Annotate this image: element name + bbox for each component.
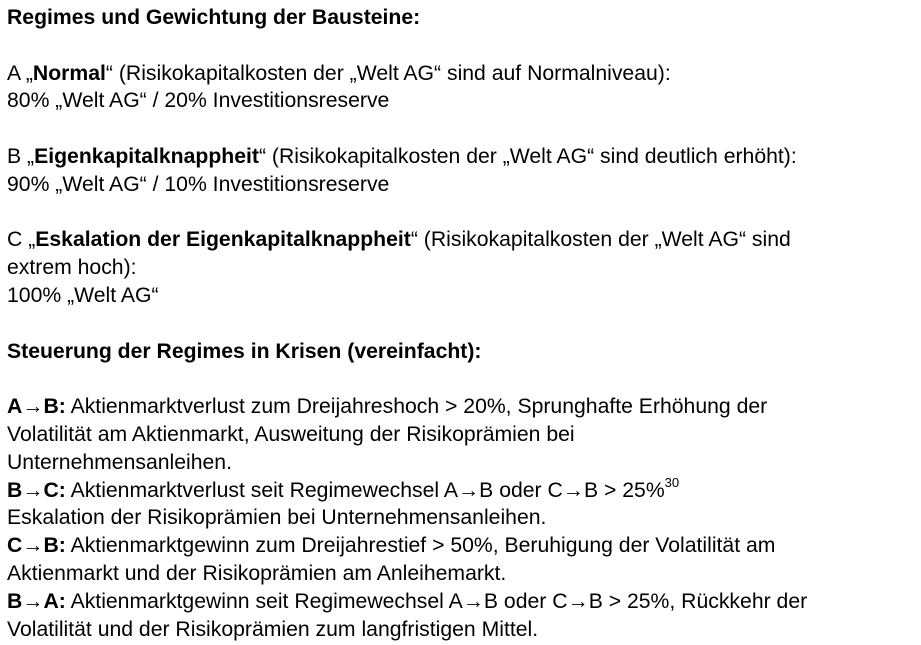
transition-c-b-text-1: Aktienmarktgewinn zum Dreijahrestief > 50%, Beruhigung der Volatilität am	[65, 534, 776, 558]
spacer	[7, 310, 919, 338]
transition-a-b-line-1	[7, 393, 919, 421]
regime-c-weights: 100% „Welt AG“	[7, 283, 159, 307]
transition-b-c-line-1	[7, 477, 919, 505]
transition-a-b-line-2: Volatilität am Aktienmarkt, Ausweitung der Risikoprämien bei	[7, 422, 575, 446]
regime-a-desc: “ (Risikokapitalkosten der „Welt AG“ sind auf Normalniveau):	[105, 61, 671, 85]
heading-steuerung: Steuerung der Regimes in Krisen (vereinfacht):	[7, 339, 482, 363]
regime-c-title	[7, 226, 919, 254]
transition-b-c-label: B→C:	[7, 478, 66, 502]
spacer	[7, 32, 919, 60]
heading-regimes: Regimes und Gewichtung der Bausteine:	[7, 6, 421, 29]
regime-b-title	[7, 143, 919, 171]
transition-a-b-text-1: Aktienmarktverlust zum Dreijahreshoch > 20%, Sprunghafte Erhöhung der	[65, 395, 768, 419]
regime-c-name: Eskalation der Eigenkapitalknappheit	[35, 228, 411, 252]
regime-a-prefix: A „	[7, 61, 33, 85]
transition-b-a-text-1: Aktienmarktgewinn seit Regimewechsel A→B oder C→B > 25%, Rückkehr der	[65, 589, 808, 613]
transition-a-b-line-3: Unternehmensanleihen.	[7, 450, 232, 474]
transition-b-c-line-2: Eskalation der Risikoprämien bei Unternehmensanleihen.	[7, 506, 547, 530]
regime-a-name: Normal	[32, 61, 106, 85]
transition-c-b-label: C→B:	[7, 534, 66, 558]
regime-c-desc-2: extrem hoch):	[7, 256, 137, 280]
regime-b-weights: 90% „Welt AG“ / 10% Investitionsreserve	[7, 172, 390, 196]
regime-a-weights: 80% „Welt AG“ / 20% Investitionsreserve	[7, 89, 390, 113]
regime-c-prefix: C „	[7, 228, 36, 252]
regime-c-desc-1: “ (Risikokapitalkosten der „Welt AG“ sind	[410, 228, 791, 252]
transition-a-b-label: A→B:	[7, 395, 66, 419]
regime-b-name: Eigenkapitalknappheit	[34, 144, 259, 168]
regime-b-desc: “ (Risikokapitalkosten der „Welt AG“ sind deutlich erhöht):	[258, 144, 797, 168]
transition-b-a-line-1	[7, 588, 919, 616]
footnote-marker: 30	[664, 475, 680, 491]
spacer	[7, 115, 919, 143]
document-body	[7, 4, 919, 643]
transition-b-a-label: B→A:	[7, 589, 66, 613]
transition-b-a-line-2: Volatilität und der Risikoprämien zum langfristigen Mittel.	[7, 617, 539, 641]
spacer	[7, 199, 919, 227]
spacer	[7, 365, 919, 393]
transition-b-c-text-1: Aktienmarktverlust seit Regimewechsel A→B oder C→B > 25%	[65, 478, 665, 502]
regime-a-title	[7, 60, 919, 88]
transition-c-b-line-1	[7, 532, 919, 560]
transition-c-b-line-2: Aktienmarkt und der Risikoprämien am Anleihemarkt.	[7, 561, 507, 585]
regime-b-prefix: B „	[7, 144, 35, 168]
